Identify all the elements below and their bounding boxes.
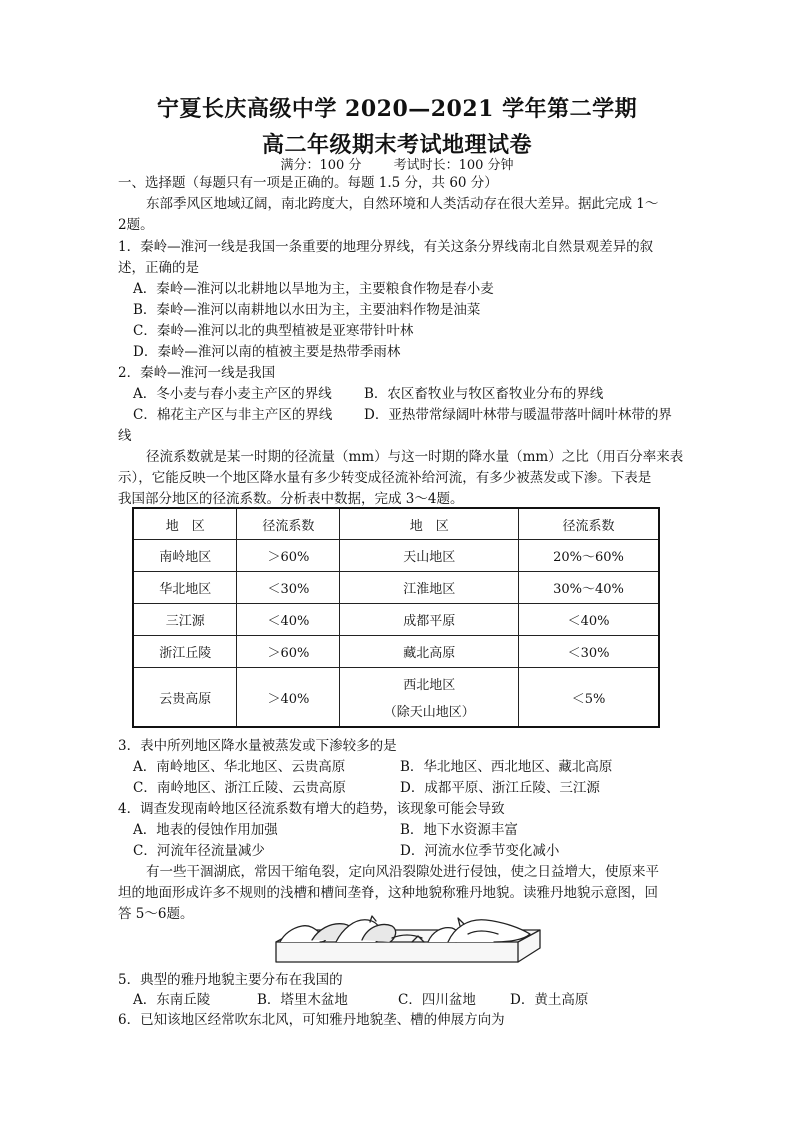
- q1-stem: 1．秦岭—淮河一线是我国一条重要的地理分界线，有关这条分界线南北自然景观差异的叙: [118, 239, 654, 255]
- q3-option-d: D．成都平原、浙江丘陵、三江源: [400, 780, 600, 796]
- table-cell: ＜30%: [237, 572, 340, 604]
- q5-stem: 5．典型的雅丹地貌主要分布在我国的: [118, 972, 343, 988]
- table-cell: ＞40%: [237, 668, 340, 728]
- table-header: 地 区: [340, 508, 519, 540]
- intro-1-2: 东部季风区地域辽阔，南北跨度大，自然环境和人类活动存在很大差异。据此完成 1～: [146, 196, 659, 212]
- table-cell: 华北地区: [133, 572, 237, 604]
- table-cell-line: 西北地区: [403, 678, 456, 693]
- table-header: 径流系数: [519, 508, 659, 540]
- table-cell: 浙江丘陵: [133, 636, 237, 668]
- q1-stem-cont: 述，正确的是: [118, 260, 199, 276]
- q4-option-c: C．河流年径流量减少: [133, 843, 265, 859]
- table-cell: ＜40%: [237, 604, 340, 636]
- q1-option-a: A．秦岭—淮河以北耕地以旱地为主，主要粮食作物是春小麦: [133, 281, 494, 297]
- yardang-landform-diagram: [272, 912, 544, 964]
- section-heading: 一、选择题（每题只有一项是正确的。每题 1.5 分，共 60 分）: [118, 175, 498, 191]
- q2-option-b: B．农区畜牧业与牧区畜牧业分布的界线: [364, 386, 604, 402]
- table-cell: 江淮地区: [340, 572, 519, 604]
- q3-option-b: B．华北地区、西北地区、藏北高原: [400, 759, 613, 775]
- table-cell: 藏北高原: [340, 636, 519, 668]
- intro-5-6-cont1: 坦的地面形成许多不规则的浅槽和槽间垄脊，这种地貌称雅丹地貌。读雅丹地貌示意图，回: [118, 885, 658, 901]
- q2-stem: 2．秦岭—淮河一线是我国: [118, 365, 276, 381]
- time-limit: 考试时长：100 分钟: [393, 158, 514, 173]
- table-row: [133, 604, 659, 636]
- table-row: [133, 572, 659, 604]
- q3-stem: 3．表中所列地区降水量被蒸发或下渗较多的是: [118, 738, 397, 754]
- runoff-table: [132, 507, 660, 728]
- table-cell: [340, 668, 519, 728]
- q5-option-a: A．东南丘陵: [133, 992, 211, 1008]
- table-row: [133, 668, 659, 728]
- table-cell: 云贵高原: [133, 668, 237, 728]
- q3-option-a: A．南岭地区、华北地区、云贵高原: [133, 759, 346, 775]
- table-header: 径流系数: [237, 508, 340, 540]
- table-row: [133, 636, 659, 668]
- table-cell: 天山地区: [340, 540, 519, 572]
- q1-option-b: B．秦岭—淮河以南耕地以水田为主，主要油料作物是油菜: [133, 302, 481, 318]
- q6-stem: 6．已知该地区经常吹东北风，可知雅丹地貌垄、槽的伸展方向为: [118, 1012, 505, 1028]
- q5-option-d: D．黄土高原: [510, 992, 589, 1008]
- intro-3-4-cont2: 我国部分地区的径流系数。分析表中数据，完成 3～4题。: [118, 491, 464, 507]
- q4-option-b: B．地下水资源丰富: [400, 822, 518, 838]
- intro-3-4-cont1: 示），它能反映一个地区降水量有多少转变成径流补给河流，有多少被蒸发或下渗。下表是: [118, 470, 652, 486]
- table-cell: ＜5%: [519, 668, 659, 728]
- table-cell: ＞60%: [237, 636, 340, 668]
- table-cell: ＜30%: [519, 636, 659, 668]
- intro-5-6: 有一些干涸湖底，常因干缩龟裂，定向风沿裂隙处进行侵蚀，使之日益增大，使原来平: [146, 864, 659, 880]
- intro-1-2-cont: 2题。: [118, 217, 154, 233]
- table-cell-subline: （除天山地区）: [383, 705, 475, 720]
- table-header-row: [133, 508, 659, 540]
- q4-option-a: A．地表的侵蚀作用加强: [133, 822, 278, 838]
- q1-option-d: D．秦岭—淮河以南的植被主要是热带季雨林: [133, 344, 401, 360]
- exam-title-line2: 高二年级期末考试地理试卷: [261, 132, 532, 158]
- q3-option-c: C．南岭地区、浙江丘陵、云贵高原: [133, 780, 346, 796]
- q2-option-c: C．棉花主产区与非主产区的界线: [133, 407, 333, 423]
- q2-option-a: A．冬小麦与春小麦主产区的界线: [133, 386, 332, 402]
- q4-option-d: D．河流水位季节变化减小: [400, 843, 560, 859]
- table-cell: ＞60%: [237, 540, 340, 572]
- q5-option-c: C．四川盆地: [398, 992, 476, 1008]
- table-header: 地 区: [133, 508, 237, 540]
- table-cell: 成都平原: [340, 604, 519, 636]
- table-cell: 30%～40%: [519, 572, 659, 604]
- intro-3-4: 径流系数就是某一时期的径流量（mm）与这一时期的降水量（mm）之比（用百分率来表: [146, 449, 684, 465]
- table-cell: ＜40%: [519, 604, 659, 636]
- q4-stem: 4．调查发现南岭地区径流系数有增大的趋势，该现象可能会导致: [118, 801, 505, 817]
- q1-option-c: C．秦岭—淮河以北的典型植被是亚寒带针叶林: [133, 323, 414, 339]
- q2-option-d-cont: 线: [118, 428, 132, 444]
- exam-info: [0, 154, 794, 173]
- table-cell: 三江源: [133, 604, 237, 636]
- table-row: [133, 540, 659, 572]
- table-cell: 南岭地区: [133, 540, 237, 572]
- table-cell: 20%～60%: [519, 540, 659, 572]
- q2-option-d: D．亚热带常绿阔叶林带与暖温带落叶阔叶林带的界: [364, 407, 672, 423]
- full-score: 满分：100 分: [280, 158, 362, 173]
- q5-option-b: B．塔里木盆地: [257, 992, 348, 1008]
- intro-5-6-cont2: 答 5～6题。: [118, 906, 194, 922]
- exam-title-line1: 宁夏长庆高级中学 2020—2021 学年第二学期: [156, 96, 638, 122]
